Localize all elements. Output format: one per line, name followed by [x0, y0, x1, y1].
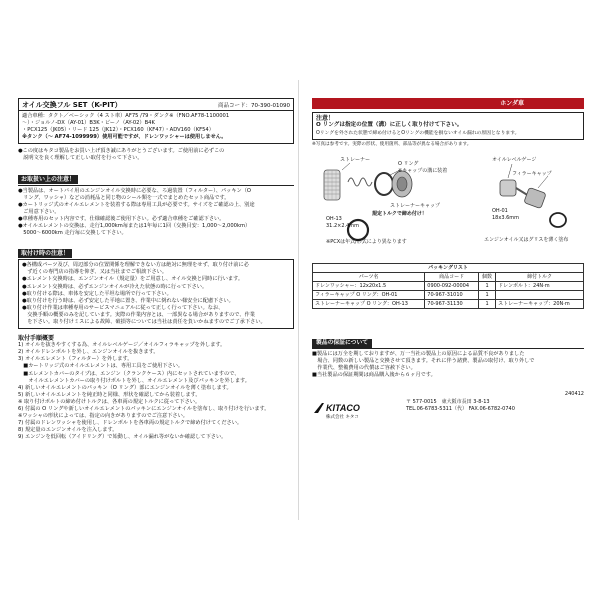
usage-line: 5000～6000km 走行毎に交換して下さい。 [18, 230, 127, 237]
applicable-line: 適合車種：タクト／ベーシック（4 スト車）AF75 /79・ダンク※（FNO.AF78-1100001 [22, 113, 230, 119]
install-line: ●取り付ける際は、車体を安定した平坦な場所で行って下さい。 [22, 290, 172, 297]
table-row [313, 290, 584, 299]
usage-line: ご用意下さい。 [18, 208, 60, 215]
packing-list-caption-row [313, 263, 584, 272]
oh13-size: 31.2×2.4mm [326, 222, 360, 229]
procedure-step: 1) オイルを抜きやすくする為、オイルレベルゲージ／オイルフィラキャップを外します。 [18, 342, 226, 349]
grease-note: エンジンオイル又はグリスを薄く塗布 [484, 236, 569, 243]
caution-line: Oリングを外された状態で締め付けるとOリングの機能を損ないオイル漏れの原因となります。 [316, 130, 520, 136]
intro-notes [18, 148, 294, 162]
intro-line: 説明文を良く理解して正しい取付を行って下さい。 [18, 155, 143, 162]
strainer-illustration [324, 170, 340, 200]
part-code-cell: 70-967-31130 [425, 299, 479, 308]
install-notes-section [18, 240, 294, 329]
fold-line [298, 80, 299, 520]
procedure-step: 7) 付属のドレンワッシャを使用し、ドレンボルトを各車両の規定トルクで締め付けてください。 [18, 420, 243, 427]
oh13-label: OH-13 [326, 215, 342, 222]
o-ring-illustration [375, 173, 393, 195]
quantity-cell: 1 [478, 299, 495, 308]
caution-heading: 注意！ [316, 115, 335, 122]
strainer-cap-label: ストレーナーキャップ [390, 202, 441, 209]
kit-title: オイル交換フル SET（K-PIT） [22, 100, 122, 109]
install-notes-box [18, 259, 294, 329]
leader-line [538, 176, 548, 188]
honda-band: ホンダ車 [312, 98, 584, 109]
filler-cap-illustration [524, 187, 546, 208]
level-gauge-label: オイルレベルゲージ [492, 156, 537, 163]
packing-list-header-row [313, 272, 584, 281]
install-line: ●各構成パーツ及び、周辺部分の位置関係を理解できない方は絶対に無理をせず、取り付け前に必 [22, 262, 249, 269]
column-header: 締付トルク [496, 272, 584, 281]
table-row [313, 281, 584, 290]
procedure-step: ■エレメントカバーのタイプは、エンジン（クランクケース）内にセットされていますので、 [18, 370, 240, 377]
photo-note: ※写真は参考です。実際の形状、使用箇所、部品等が異なる場合があります。 [312, 141, 472, 147]
procedure-step: 3) オイルエレメント（フィルター）を外します。 [18, 356, 133, 363]
warranty-line: 場合、同数の新しい製品と交換させて頂きます。それに伴う諸費、製品の取付け、取り外しで [312, 357, 535, 364]
procedure-heading: 取付手順概要 [18, 335, 55, 343]
filler-cap-label: フィラーキャップ [512, 170, 552, 177]
usage-line: ●当製品は、オートバイ用のエンジンオイル交換時に必要な、ろ過装置（フィルター）、パッキン（O [18, 187, 251, 194]
applicable-line: ～）・ジョルノ-DX（AY-01）B3K・ビーノ（AY-02）B4K [22, 120, 155, 127]
warranty-line: 作業代、整備費用の代償はご容赦下さい。 [312, 365, 416, 372]
applicable-line: ・PCX125（JK05）・リード 125（JK12）・PCX160（KF47）・ADV160（KF54） [22, 127, 214, 134]
cap-groove-note: ※キャップの溝に装着 [398, 167, 448, 174]
table-row [313, 299, 584, 308]
column-header: 商品コード [425, 272, 479, 281]
applicable-line: ※タンク（～ AF74-1099999）使用可能ですが、ドレンワッシャーは使用しません。 [22, 134, 227, 141]
install-line: ●エレメント交換時は、エンジンオイル（規定量）をご用意し、オイル交換と同時に行います。 [22, 276, 244, 283]
install-line: ●エレメント交換時は、必ずエンジンオイルが冷えた状態の時に行って下さい。 [22, 283, 208, 290]
warranty-section [312, 329, 584, 379]
spring-illustration [348, 178, 372, 186]
applicable-models-box [18, 110, 294, 144]
install-line: ●取り付けを行う時は、必ず安定した平地に置き、作業中に倒れない様安全に配慮下さい。 [22, 297, 234, 304]
left-column [18, 98, 294, 441]
usage-line: ●オイルエレメントの交換は、走行1,000km毎または1年毎に1回（交換目安：1,000～2,000km） [18, 223, 251, 230]
product-code: 商品コード：70-390-01090 [218, 102, 290, 109]
packing-list-table [312, 263, 584, 309]
part-name-cell: ストレーナーキャップ O リング：OH-13 [313, 299, 425, 308]
document-id: 240412 [564, 391, 584, 398]
torque-cell [496, 290, 584, 299]
oh01-size: 18x3.6mm [492, 214, 520, 221]
kitaco-logo-mark [312, 399, 386, 419]
warranty-line: ■当社製品の保証期間は商品購入後から６ヶ月です。 [312, 372, 436, 379]
caution-line: O リングは指定の位置（溝）に正しく取り付けて下さい。 [316, 122, 463, 129]
strainer-label: ストレーナー [340, 156, 371, 163]
part-name-cell: フィラーキャップ O リング：OH-01 [313, 290, 425, 299]
right-column [312, 98, 584, 423]
kitaco-logo [312, 399, 386, 423]
company-name: 株式会社 キタコ [326, 415, 359, 420]
part-code-cell: 70-967-31010 [425, 290, 479, 299]
procedure-step: 4) 新しいオイルエレメントのパッキン（O リング）部にエンジンオイルを薄く塗布します。 [18, 384, 232, 391]
torque-cell: ストレーナーキャップ：20N·m [496, 299, 584, 308]
usage-line: ●車種専用のセット内容です。仕様確認後ご使用下さい。必ず適合車種をご確認下さい。 [18, 215, 225, 222]
procedure-step: 8) 規定量のエンジンオイルを注入します。 [18, 427, 118, 434]
procedure-step: オイルエレメントカバーの取り付けボルトを外し、オイルエレメント及びパッキンを外します。 [18, 377, 250, 384]
packing-list-caption: パッキングリスト [313, 263, 584, 272]
strainer-cap-illustration [392, 171, 412, 197]
postal-address: 〒 577-0015 東大阪市長田 3-8-13 [406, 399, 490, 406]
leader-line [342, 163, 350, 170]
usage-section [18, 166, 294, 238]
procedure-step: 5) 新しいオイルエレメントを純正時と同様、形状を確認してから装着します。 [18, 391, 201, 398]
procedure-section [18, 335, 294, 441]
install-line: を下さい。取り付けミスによる故障、破損等については当社は責任を負いかねますのでご了承下さい。 [22, 318, 266, 325]
parts-diagram [312, 150, 584, 258]
torque-caption: 規定トルクで締め付け！ [372, 210, 427, 217]
install-heading: 取付け時の注意！ [18, 249, 72, 258]
column-header: 個数 [478, 272, 495, 281]
procedure-step: 9) エンジンを低回転（アイドリング）で始動し、オイル漏れ等がないか確認して下さい。 [18, 434, 227, 441]
install-line: ず近くの専門店の指導を仰ぎ、又は当社までご相談下さい。 [22, 269, 168, 276]
usage-line: ●カートリッジ式のオイルエレメントを装着する際は専用工具が必要です。サイズをご確認の上、別途 [18, 201, 255, 208]
oh01-label: OH-01 [492, 207, 508, 214]
install-line: ●取り付け作業は車種専用のサービスマニュアルに従って正しく行って下さい。なお、 [22, 304, 224, 311]
oh01-ring-illustration [550, 213, 566, 227]
pcx-note: ※PCXは年式/形式により異なります [326, 238, 407, 245]
usage-heading: お取扱い上の注意！ [18, 175, 78, 184]
torque-cell: ドレンボルト：24N·m [496, 281, 584, 290]
logo-text: KITACO [326, 403, 360, 414]
phone-fax: TEL.06-6783-5311（代） FAX.06-6782-0740 [406, 406, 515, 413]
install-line: 交換手順の概要のみを記しています。実際の作業内容とは、一部異なる場合がありますので、作業 [22, 311, 255, 318]
warranty-line: ■製品には万全を期しておりますが、万一当社の製品上の原因による品質不良がありました [312, 350, 525, 357]
part-code-cell: 0900-092-00004 [425, 281, 479, 290]
usage-line: リング、ワッシャ）などの消耗品と同じ物のシール類を一式でまとめたセット商品です。 [18, 194, 230, 201]
company-footer [312, 399, 584, 423]
warranty-box [312, 348, 584, 379]
procedure-step: ■カートリッジ式のオイルエレメントは、専用工具をご使用下さい。 [18, 363, 184, 370]
part-name-cell: ドレンワッシャー：12x20x1.5 [313, 281, 425, 290]
procedure-step: 6) 付属の O リングや新しいオイルエレメントのパッキンにエンジンオイルを塗布し、取り付けを行います。 [18, 406, 270, 412]
warranty-heading: 製品の保証について [312, 339, 372, 348]
o-ring-label: O リング [398, 160, 419, 167]
company-address [406, 399, 515, 413]
quantity-cell: 1 [478, 281, 495, 290]
procedure-step: ※ワッシャの形状によっては、指定の向きがありますのでご注意下さい。 [18, 413, 188, 420]
procedure-step: ※ 取り付けボルトの締め付けトルクは、各車両の規定トルクに従って下さい。 [18, 398, 201, 405]
caution-box [312, 112, 584, 140]
procedure-step: 2) オイルドレンボルトを外し、エンジンオイルを抜きます。 [18, 349, 159, 356]
intro-line: ●この度はキタコ製品をお買い上げ頂き誠にありがとうございます。ご使用前に必ずこの [18, 148, 225, 155]
column-header: パーツ名 [313, 272, 425, 281]
quantity-cell: 1 [478, 290, 495, 299]
